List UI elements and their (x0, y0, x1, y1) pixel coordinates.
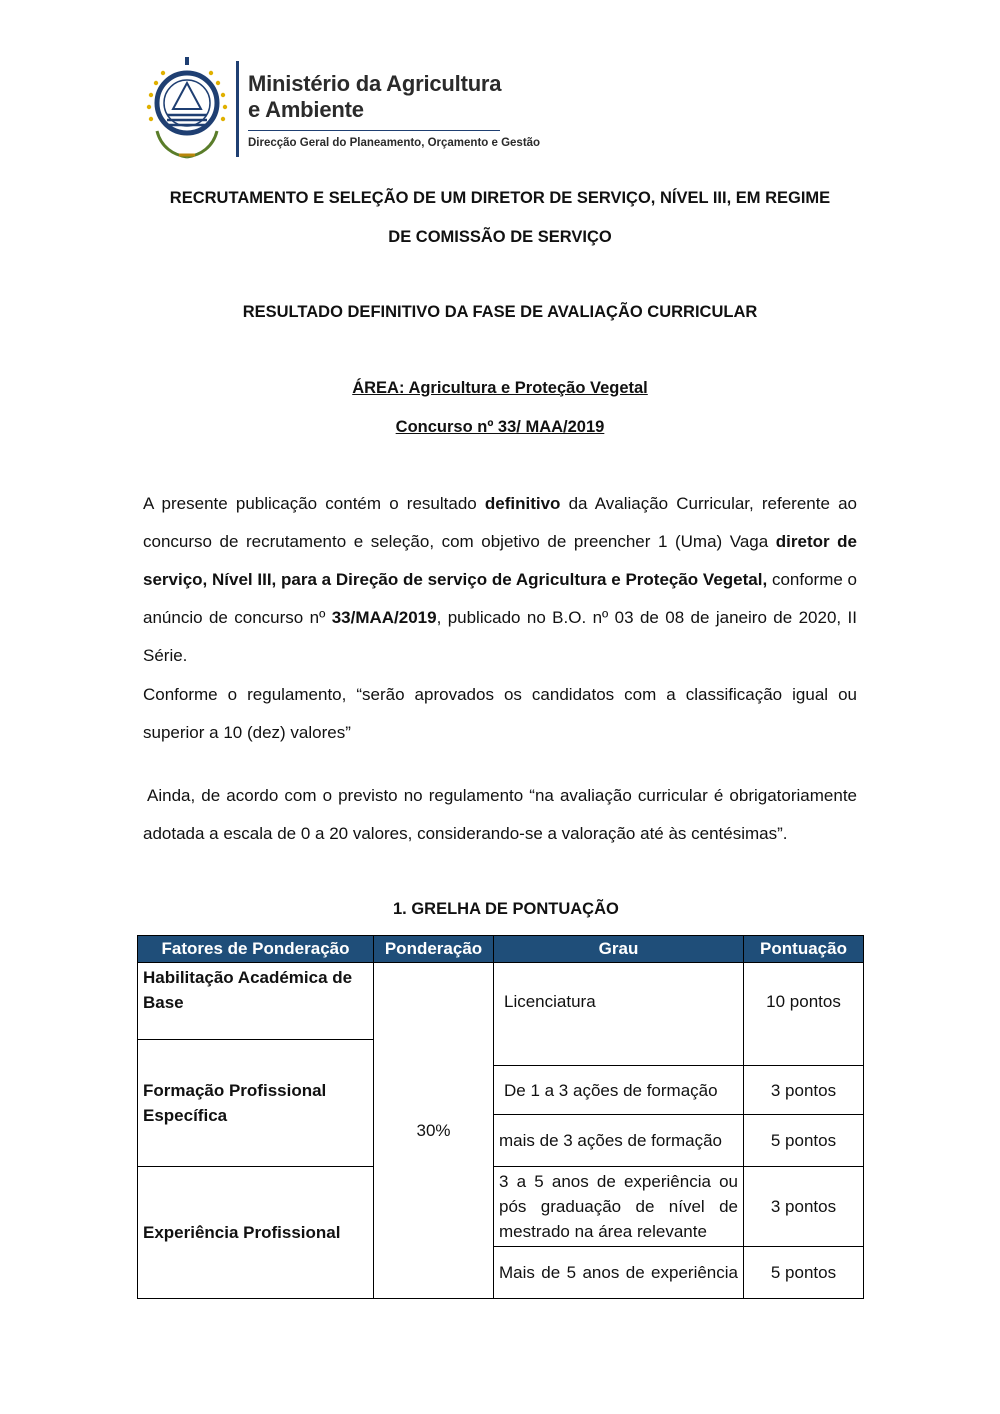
table-row (138, 1167, 864, 1247)
intro-text-d: diretor de serviço, Nível III, para a Direção de serviço de Agricultura e Proteção Vegetal, (143, 532, 857, 589)
section-title: 1. GRELHA DE PONTUAÇÃO (393, 900, 619, 918)
ministry-line1: Ministério da Agricultura (248, 71, 502, 96)
cabo-verde-emblem-icon (143, 55, 231, 163)
score-grid-table (137, 935, 864, 1299)
concurso-title: Concurso nº 33/ MAA/2019 (395, 418, 605, 436)
ponderacao-cell: 30% (374, 963, 494, 1299)
grau-cell: Mais de 5 anos de experiência (494, 1247, 744, 1299)
document-title-line2: DE COMISSÃO DE SERVIÇO (388, 228, 612, 246)
directorate-name: Direcção Geral do Planeamento, Orçamento e Gestão (248, 137, 541, 149)
factor-experiencia: Experiência Profissional (138, 1167, 374, 1299)
pontos-cell: 3 pontos (744, 1167, 864, 1247)
grau-cell: Licenciatura (494, 963, 744, 1066)
area-title: ÁREA: Agricultura e Proteção Vegetal (352, 379, 648, 397)
pontos-cell: 5 pontos (744, 1115, 864, 1167)
column-header: Pontuação (744, 936, 864, 963)
pontos-cell: 3 pontos (744, 1066, 864, 1115)
pontos-cell: 5 pontos (744, 1247, 864, 1299)
factor-habilitacao: Habilitação Académica de Base (138, 963, 374, 1040)
grau-cell: mais de 3 ações de formação (494, 1115, 744, 1167)
intro-paragraph (143, 485, 857, 675)
header-rule (248, 130, 500, 131)
intro-text-a: A presente publicação contém o resultado (143, 494, 485, 513)
intro-text-e: conforme o anúncio de concurso nº (143, 570, 858, 627)
scale-paragraph (143, 777, 857, 853)
column-header: Ponderação (374, 936, 494, 963)
column-header: Fatores de Ponderação (138, 936, 374, 963)
ministry-name (248, 71, 501, 123)
regulation-paragraph: Conforme o regulamento, “serão aprovados os candidatos com a classificação igual ou superior a 10 (dez) valores” (143, 685, 857, 742)
intro-text-f: 33/MAA/2019 (331, 608, 437, 627)
intro-text-g: , publicado no B.O. nº 03 de 08 de janeiro de 2020, II Série. (143, 608, 857, 665)
grau-cell: 3 a 5 anos de experiência ou pós graduação de nível de mestrado na área relevante (494, 1167, 744, 1247)
column-header: Grau (494, 936, 744, 963)
scale-text: Ainda, de acordo com o previsto no regulamento “na avaliação curricular é obrigatoriamente adotada a escala de 0 a 20 valores, considerando-se a valoração até às centésimas”. (143, 786, 857, 843)
document-title-line1: RECRUTAMENTO E SELEÇÃO DE UM DIRETOR DE SERVIÇO, NÍVEL III, EM REGIME (169, 189, 831, 207)
result-title: RESULTADO DEFINITIVO DA FASE DE AVALIAÇÃO CURRICULAR (242, 303, 758, 321)
table-header-row (138, 936, 864, 963)
factor-formacao: Formação Profissional Específica (138, 1040, 374, 1167)
pontos-cell: 10 pontos (744, 963, 864, 1066)
letterhead (143, 55, 543, 165)
table-row (138, 963, 864, 1040)
divider-bar (236, 61, 239, 157)
grau-cell: De 1 a 3 ações de formação (494, 1066, 744, 1115)
intro-text-b: definitivo (484, 494, 561, 513)
intro-text-c: da Avaliação Curricular, referente ao concurso de recrutamento e seleção, com objetivo de preencher 1 (Uma) Vaga (143, 494, 857, 551)
ministry-line2: e Ambiente (248, 97, 364, 122)
